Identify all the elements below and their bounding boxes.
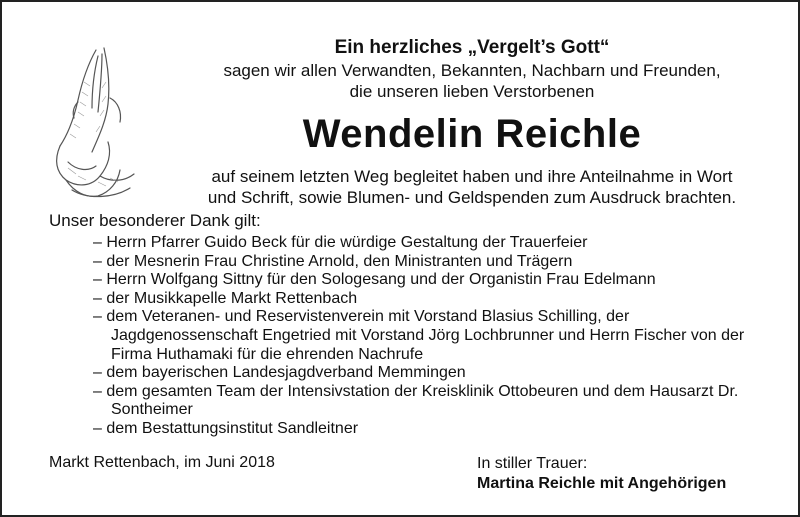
intro-line-1: sagen wir allen Verwandten, Bekannten, Nachbarn und Freunden, <box>223 61 721 80</box>
special-thanks <box>49 210 769 439</box>
header <box>172 36 772 208</box>
list-item: – dem Veteranen- und Reservistenverein mit Vorstand Blasius Schilling, der Jagdgenossenschaft Engetried mit Vorstand Jörg Lochbrunner und Herrn Fischer von der Firma Huthamaki für die ehrenden Nachrufe <box>93 308 745 363</box>
signature-block <box>477 454 726 494</box>
thanks-list <box>49 234 769 439</box>
list-item: – Herrn Pfarrer Guido Beck für die würdige Gestaltung der Trauerfeier <box>93 234 588 251</box>
thanks-title: Ein herzliches „Vergelt’s Gott“ <box>334 37 610 58</box>
list-item: – der Mesnerin Frau Christine Arnold, den Ministranten und Trägern <box>93 252 573 270</box>
list-item: – der Musikkapelle Markt Rettenbach <box>93 289 358 307</box>
list-item: – dem Bestattungsinstitut Sandleitner <box>93 419 359 437</box>
list-item: – dem gesamten Team der Intensivstation der Kreisklinik Ottobeuren und dem Hausarzt Dr. Sontheimer <box>93 382 739 419</box>
praying-hands-icon <box>38 42 148 200</box>
list-item: – dem bayerischen Landesjagdverband Memmingen <box>93 364 466 382</box>
family-name: Martina Reichle mit Angehörigen <box>477 475 727 492</box>
intro-line-2: die unseren lieben Verstorbenen <box>349 82 595 101</box>
place-date: Markt Rettenbach, im Juni 2018 <box>49 454 275 471</box>
intro-line-3: auf seinem letzten Weg begleitet haben und ihre Anteilnahme in Wort <box>211 167 733 186</box>
thanks-heading: Unser besonderer Dank gilt: <box>49 211 261 230</box>
mourning-label: In stiller Trauer: <box>477 455 588 472</box>
intro-line-4: und Schrift, sowie Blumen- und Geldspenden zum Ausdruck brachten. <box>207 188 737 207</box>
list-item: – Herrn Wolfgang Sittny für den Sologesang und der Organistin Frau Edelmann <box>93 271 656 289</box>
deceased-name: Wendelin Reichle <box>302 112 642 156</box>
